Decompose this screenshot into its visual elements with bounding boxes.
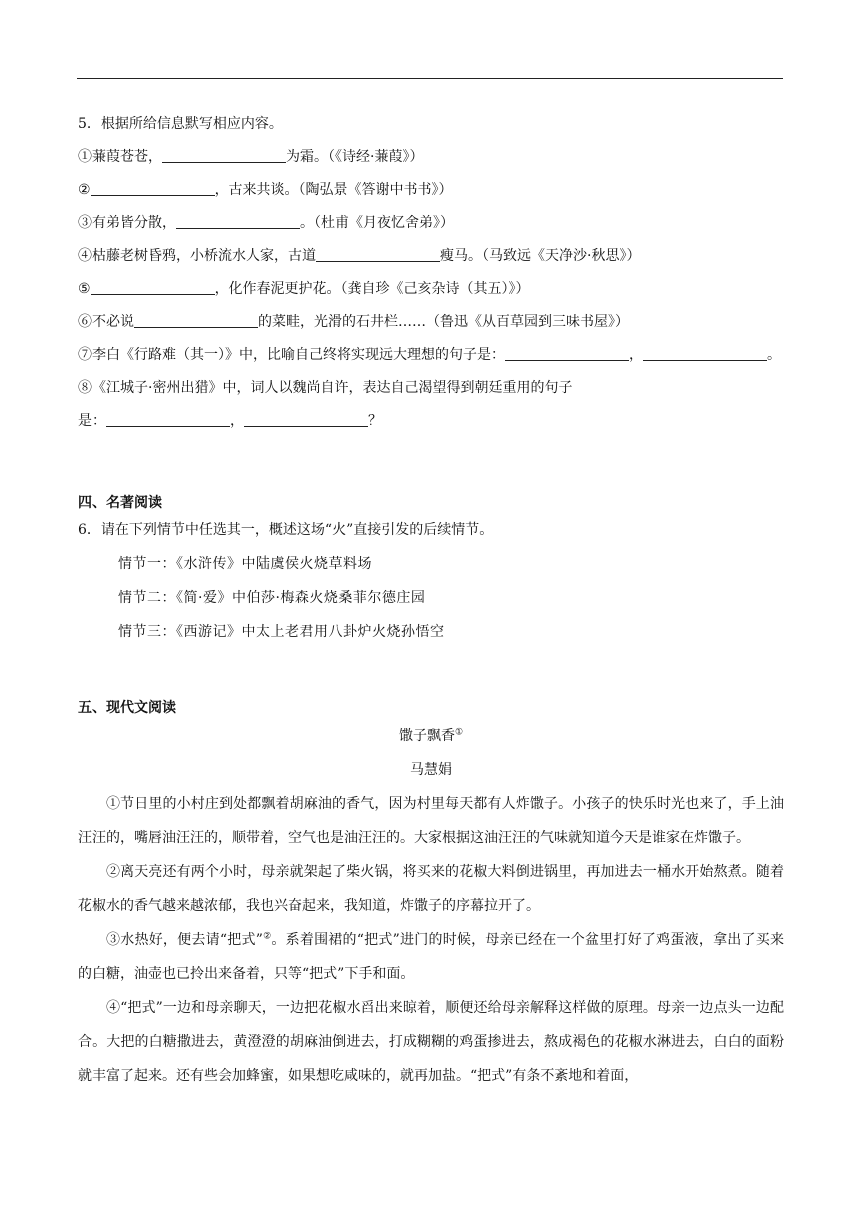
plot-option-3: 情节三：《西游记》中太上老君用八卦炉火烧孙悟空 [118,624,445,640]
paragraph-3: ③水热好，便去请“把式”②。系着围裙的“把式”进门的时候，母亲已经在一个盆里打好了鸡蛋液，拿出了买来的白糖，油壶也已拎出来备着，只等“把式”下手和面。 [78,931,784,982]
document-body [78,108,784,1093]
article-author: 马慧娟 [410,762,452,778]
answer-blank[interactable] [162,147,286,163]
answer-blank[interactable] [91,180,215,196]
answer-blank[interactable] [91,279,215,295]
q5-item-2: ② ，古来共谈。（陶弘景《答谢中书书》） [78,182,453,198]
answer-blank[interactable] [106,411,230,427]
answer-blank[interactable] [505,345,629,361]
q5-item-8-line1: ⑧《江城子·密州出猎》中，词人以魏尚自许，表达自己渴望得到朝廷重用的句子 [78,380,573,396]
answer-blank[interactable] [316,246,440,262]
answer-blank[interactable] [134,312,258,328]
article-title: 馓子飘香① [398,727,464,744]
q5-item-7: ⑦李白《行路难（其一）》中，比喻自己终将实现远大理想的句子是： ， 。 [78,347,781,363]
section-5-heading: 五、现代文阅读 [78,700,176,716]
footnote-marker: ② [262,931,272,942]
plot-option-1: 情节一：《水浒传》中陆虞侯火烧草料场 [118,556,372,572]
paragraph-4: ④“把式”一边和母亲聊天，一边把花椒水舀出来晾着，顺便还给母亲解释这样做的原理。母亲一边点头一边配合。大把的白糖撒进去，黄澄澄的胡麻油倒进去，打成糊糊的鸡蛋掺进去，熬成褐色的花椒水淋进去，白白的面粉就丰富了起来。还有些会加蜂蜜，如果想吃咸味的，就再加盐。“把式”有条不紊地和着面， [78,1000,784,1084]
paragraph-1: ①节日里的小村庄到处都飘着胡麻油的香气，因为村里每天都有人炸馓子。小孩子的快乐时光也来了，手上油汪汪的，嘴唇油汪汪的，顺带着，空气也是油汪汪的。大家根据这油汪汪的气味就知道今天是谁家在炸馓子。 [78,796,784,846]
answer-blank[interactable] [176,213,300,229]
plot-option-2: 情节二：《简·爱》中伯莎·梅森火烧桑菲尔德庄园 [118,590,426,606]
answer-blank[interactable] [244,411,368,427]
answer-blank[interactable] [643,345,767,361]
footnote-marker: ① [454,727,464,738]
q5-item-1: ①蒹葭苍苍， 为霜。（《诗经·蒹葭》） [78,149,424,165]
q5-item-4: ④枯藤老树昏鸦，小桥流水人家，古道 瘦马。（马致远《天净沙·秋思》） [78,248,641,264]
q5-item-6: ⑥不必说 的菜畦，光滑的石井栏……（鲁迅《从百草园到三味书屋》） [78,314,629,330]
q5-item-3: ③有弟皆分散， 。（杜甫《月夜忆舍弟》） [78,215,454,231]
q6-prompt: 6．请在下列情节中任选其一，概述这场“火”直接引发的后续情节。 [78,522,494,538]
section-4-heading: 四、名著阅读 [78,495,162,511]
paragraph-2: ②离天亮还有两个小时，母亲就架起了柴火锅，将买来的花椒大料倒进锅里，再加进去一桶水开始熬煮。随着花椒水的香气越来越浓郁，我也兴奋起来，我知道，炸馓子的序幕拉开了。 [78,864,784,914]
q5-item-8-line2: 是： ， ？ [78,413,382,429]
header-rule [77,78,783,79]
q5-item-5: ⑤ ，化作春泥更护花。（龚自珍《己亥杂诗（其五）》） [78,281,530,297]
q5-title: 5．根据所给信息默写相应内容。 [78,116,283,132]
